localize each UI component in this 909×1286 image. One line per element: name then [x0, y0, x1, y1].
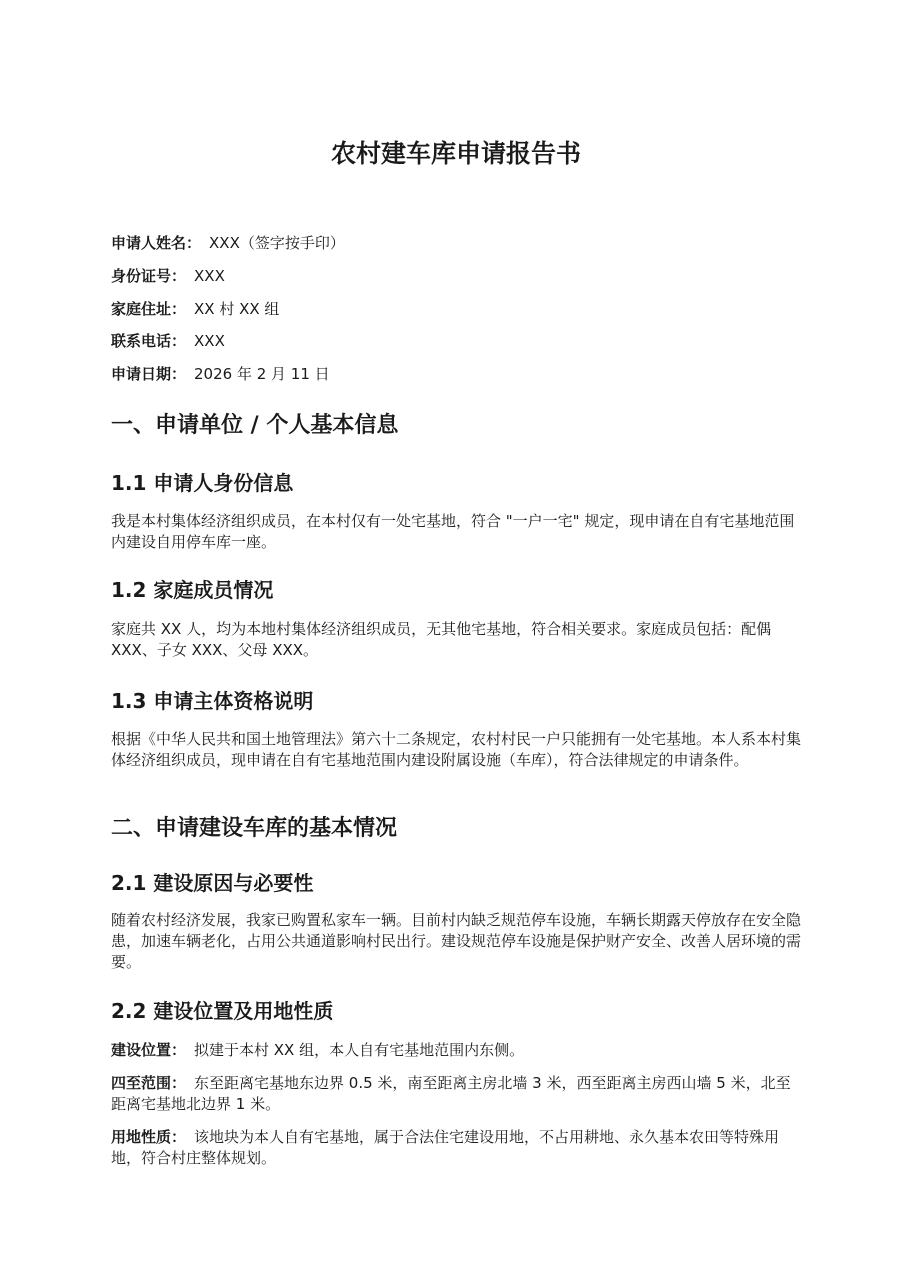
section-1-1-heading: 1.1 申请人身份信息 [111, 471, 294, 495]
id-number-label: 身份证号： [111, 267, 187, 285]
section-1-2-heading: 1.2 家庭成员情况 [111, 578, 274, 602]
phone-row [111, 331, 225, 351]
address-value: XX 村 XX 组 [194, 300, 280, 318]
applicant-name-label: 申请人姓名： [111, 234, 202, 252]
section-1-1-text: 我是本村集体经济组织成员，在本村仅有一处宅基地，符合 "一户一宅" 规定，现申请在自有宅基地范围内建设自用停车库一座。 [111, 512, 795, 551]
applicant-name-value: XXX（签字按手印） [209, 234, 345, 252]
address-row [111, 299, 279, 319]
location-paragraph [111, 1040, 801, 1061]
section-1-3-heading: 1.3 申请主体资格说明 [111, 689, 314, 713]
section-1-3-text: 根据《中华人民共和国土地管理法》第六十二条规定，农村村民一户只能拥有一处宅基地。本人系本村集体经济组织成员，现申请在自有宅基地范围内建设附属设施（车库），符合法律规定的申请条件。 [111, 730, 802, 769]
date-row [111, 364, 330, 384]
applicant-name-row [111, 233, 345, 253]
nature-text: 该地块为本人自有宅基地，属于合法住宅建设用地，不占用耕地、永久基本农田等特殊用地，符合村庄整体规划。 [111, 1128, 780, 1167]
document-title: 农村建车库申请报告书 [330, 139, 581, 168]
bounds-paragraph [111, 1073, 801, 1115]
location-label: 建设位置： [111, 1041, 187, 1059]
id-number-value: XXX [194, 267, 225, 285]
section-2-1-heading: 2.1 建设原因与必要性 [111, 871, 314, 895]
phone-label: 联系电话： [111, 332, 187, 350]
address-label: 家庭住址： [111, 300, 187, 318]
bounds-text: 东至距离宅基地东边界 0.5 米，南至距离主房北墙 3 米，西至距离主房西山墙 5 米，北至距离宅基地北边界 1 米。 [111, 1074, 791, 1113]
bounds-label: 四至范围： [111, 1074, 187, 1092]
section-2-1-text: 随着农村经济发展，我家已购置私家车一辆。目前村内缺乏规范停车设施，车辆长期露天停放存在安全隐患，加速车辆老化，占用公共通道影响村民出行。建设规范停车设施是保护财产安全、改善人居环境的需要。 [111, 911, 802, 971]
section-1-heading: 一、申请单位 / 个人基本信息 [111, 413, 399, 438]
section-2-2-heading: 2.2 建设位置及用地性质 [111, 999, 334, 1023]
id-number-row [111, 266, 225, 286]
location-text: 拟建于本村 XX 组，本人自有宅基地范围内东侧。 [194, 1041, 525, 1059]
date-label: 申请日期： [111, 365, 187, 383]
nature-paragraph [111, 1127, 801, 1169]
section-1-2-text: 家庭共 XX 人，均为本地村集体经济组织成员，无其他宅基地，符合相关要求。家庭成员包括：配偶 XXX、子女 XXX、父母 XXX。 [111, 620, 772, 659]
phone-value: XXX [194, 332, 225, 350]
nature-label: 用地性质： [111, 1128, 187, 1146]
section-2-heading: 二、申请建设车库的基本情况 [111, 816, 398, 841]
date-value: 2026 年 2 月 11 日 [194, 365, 330, 383]
